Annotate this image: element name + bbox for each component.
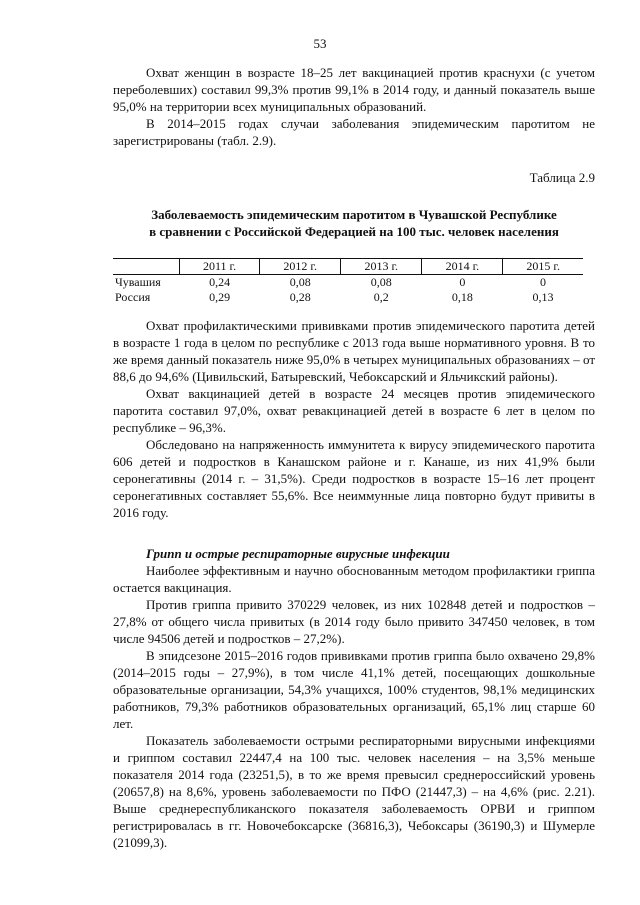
paragraph: В 2014–2015 годах случаи заболевания эпидемическим паротитом не зарегистрированы (табл. 2.9). bbox=[113, 116, 595, 148]
paragraph: Охват женщин в возрасте 18–25 лет вакцинацией против краснухи (с учетом переболевших) составил 99,3% против 99,1% в 2014 году, и данный показатель выше 95,0% на территории всех муниципальных образований. bbox=[113, 65, 595, 114]
table-column-header: 2013 г. bbox=[341, 259, 422, 275]
table-column-header: 2014 г. bbox=[422, 259, 503, 275]
table-caption: Таблица 2.9 bbox=[529, 170, 595, 185]
paragraph: Охват вакцинацией детей в возрасте 24 месяцев против эпидемического паротита составил 97,0%, охват ревакцинацией детей в возрасте 6 лет в целом по республике – 96,3%. bbox=[113, 386, 595, 435]
table-cell: 0,2 bbox=[373, 290, 389, 304]
spacer bbox=[113, 305, 595, 317]
table-cell: 0,28 bbox=[289, 290, 311, 304]
table-cell: 0,24 bbox=[209, 275, 231, 289]
incidence-table bbox=[113, 258, 583, 305]
paragraph: Обследовано на напряженность иммунитета к вирусу эпидемического паротита 606 детей и подростков в Канашском районе и г. Канаше, из них 41,9% были серонегативны (2014 г. – 31,5%). Среди подростков в возрасте 15–16 лет процент серонегативных составляет 55,6%. Все неиммунные лица повторно будут привиты в 2016 году. bbox=[113, 437, 595, 520]
table-cell: 0,18 bbox=[451, 290, 473, 304]
table-row-label: Россия bbox=[115, 290, 151, 304]
table-title-line: в сравнении с Российской Федерацией на 100 тыс. человек населения bbox=[149, 224, 559, 239]
paragraph: Против гриппа привито 370229 человек, из них 102848 детей и подростков – 27,8% от общего числа привитых (в 2014 году было привито 347450 человек, в том числе 94506 детей и подростков – 27,2%). bbox=[113, 597, 595, 646]
section-heading: Грипп и острые респираторные вирусные инфекции bbox=[146, 546, 450, 561]
page-number: 53 bbox=[313, 36, 327, 51]
table-cell: 0,29 bbox=[209, 290, 231, 304]
table-row-label: Чувашия bbox=[115, 275, 161, 289]
table-cell: 0 bbox=[539, 275, 546, 289]
table-corner-cell bbox=[113, 259, 180, 275]
table-row bbox=[113, 290, 583, 305]
page-content bbox=[113, 64, 595, 851]
paragraph: Показатель заболеваемости острыми респираторными вирусными инфекциями и гриппом составил 22447,4 на 100 тыс. человек населения – на 3,5% меньше показателя 2014 года (23251,5), в то же время превысил среднероссийский уровень (20657,8) на 8,6%, уровень заболеваемости по ПФО (21447,3) – на 4,6% (рис. 2.21). Выше среднереспубликанского показателя заболеваемость ОРВИ и гриппом регистрировалась в гг. Новочебоксарске (36816,3), Чебоксары (36190,3) и Шумерле (21099,3). bbox=[113, 733, 595, 850]
table-title-line: Заболеваемость эпидемическим паротитом в Чувашской Республике bbox=[151, 207, 557, 222]
table-cell: 0,13 bbox=[532, 290, 554, 304]
table-header-row bbox=[113, 259, 583, 275]
paragraph: Охват профилактическими прививками против эпидемического паротита детей в возрасте 1 года в целом по республике с 2013 года выше нормативного уровня. В то же время данный показатель ниже 95,0% в четырех муниципальных образованиях – от 88,6 до 94,6% (Цивильский, Батыревский, Чебоксарский и Яльчикский районы). bbox=[113, 318, 595, 384]
table-cell: 0,08 bbox=[370, 275, 392, 289]
paragraph: Наиболее эффективным и научно обоснованным методом профилактики гриппа остается вакцинация. bbox=[113, 563, 595, 595]
table-cell: 0 bbox=[459, 275, 466, 289]
table-cell: 0,08 bbox=[289, 275, 311, 289]
table-title bbox=[113, 206, 595, 240]
table-column-header: 2012 г. bbox=[260, 259, 341, 275]
paragraph: В эпидсезоне 2015–2016 годов прививками против гриппа было охвачено 29,8% (2014–2015 годы – 27,9%), в том числе 41,1% детей, посещающих дошкольные образовательные организации, 54,3% учащихся, 100% студентов, 98,1% медицинских работников, 79,3% работников образовательных организаций, 65,1% лиц старше 60 лет. bbox=[113, 648, 595, 731]
table-column-header: 2011 г. bbox=[180, 259, 260, 275]
table-column-header: 2015 г. bbox=[503, 259, 583, 275]
table-row bbox=[113, 275, 583, 291]
